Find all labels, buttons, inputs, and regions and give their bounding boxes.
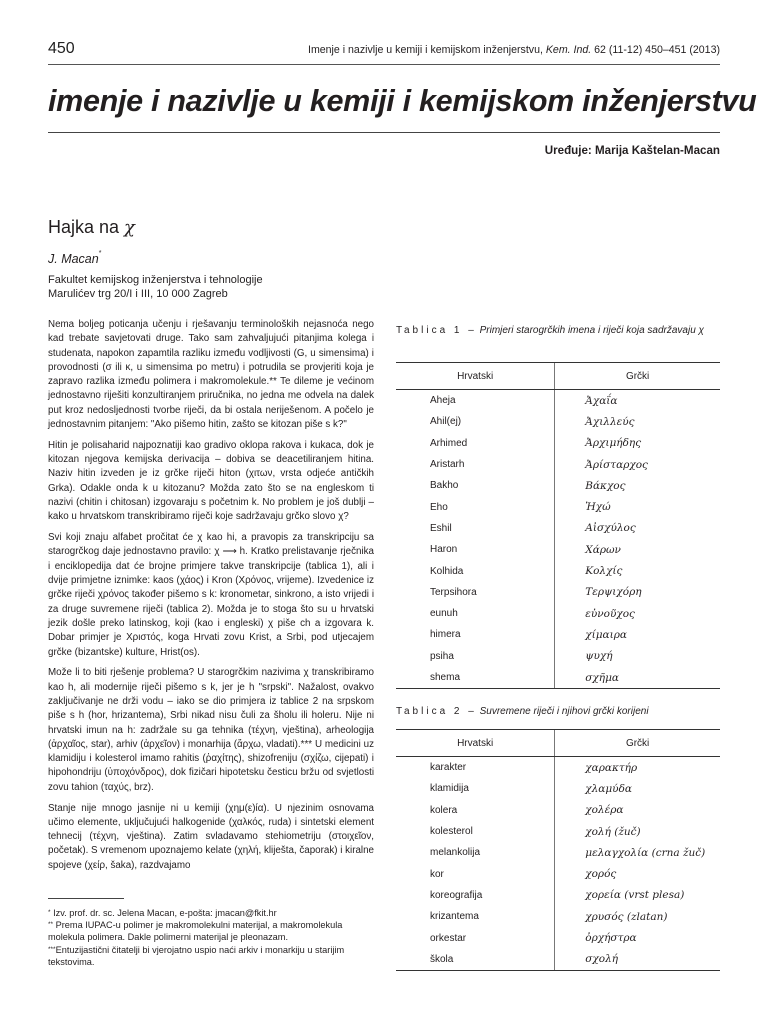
croatian-term: škola — [396, 949, 555, 971]
table-1-header-greek: Grčki — [555, 363, 720, 390]
running-head-text: Imenje i nazivlje u kemiji i kemijskom inženjerstvu, — [308, 44, 546, 56]
croatian-term: Terpsihora — [430, 586, 477, 598]
footnote-mark: * — [48, 909, 51, 916]
paragraph-2: Hitin je polisaharid najpoznatiji kao gradivo oklopa rakova i kukaca, dok je kitozan njegova kemijska derivacija – dobiva se deacetiliranjem hitina. Naziv hitin izveden je iz grčke riječi hiton (χιτων, vrsta odjeće antičkih Grka). Odakle onda k u kitozanu? Možda zato što se na engleskom ti nazivi (chitin i chitosan) izgovaraju s početnim k. No problem je još dublji – kako u hrvatskom transkribiramo riječi koje sadržavaju grčko slovo χ? — [48, 439, 374, 523]
table-row — [396, 667, 720, 689]
table-row — [396, 646, 720, 667]
croatian-term: Aheja — [430, 395, 456, 407]
greek-term: ψυχή — [555, 646, 720, 667]
greek-term: χορός — [555, 863, 720, 884]
section-editor: Uređuje: Marija Kaštelan-Macan — [544, 144, 720, 157]
greek-term: σχῆμα — [555, 667, 720, 689]
article-title-text: Hajka na — [48, 217, 125, 237]
footnote-text: Entuzijastični čitatelji bi vjerojatno uspio naći arkiv i monarkiju u starijim tekstovima. — [48, 944, 345, 967]
table-row — [396, 411, 720, 432]
body-text-column — [48, 318, 374, 879]
greek-term: χίμαιρα — [555, 624, 720, 645]
affiliation-line-1: Fakultet kemijskog inženjerstva i tehnologije — [48, 274, 263, 286]
table-row — [396, 885, 720, 906]
table-1-description: Primjeri starogrčkih imena i riječi koja sadržavaju χ — [479, 325, 705, 336]
paragraph-1: Nema boljeg poticanja učenju i rješavanju terminoloških nejasnoća nego kad trebate savjetovati druge. Tako sam zahvaljujući pitanjima kolega i studenata, napokon zapamtila razliku između vodljivosti (G, u simensima) i provodnosti (σ ili κ, u simensima po metru) i potrudila se provjeriti koja je zapravo razlika između polimera i makromolekule.** Te dileme je većinom jednostavno riješiti konzultiranjem priručnika, no jedna me odvela na dalek put kroz nedosljednosti tvorbe riječi, da bi ostala neriješenom. A počelo je jednostavnim pitanjem: "Ako pišemo hitin, zašto se kitozan piše s k?" — [48, 319, 374, 431]
greek-term: Χάρων — [555, 539, 720, 560]
author-name: J. Macan — [48, 252, 99, 266]
table-row — [396, 800, 720, 821]
table-row — [396, 842, 720, 863]
section-rule — [48, 132, 720, 133]
table-row — [396, 390, 720, 412]
table-row — [396, 454, 720, 475]
croatian-term: Eshil — [430, 522, 452, 534]
table-1-header-croatian: Hrvatski — [396, 363, 555, 390]
croatian-term: orkestar — [430, 932, 467, 944]
table-row — [396, 496, 720, 517]
article-title-chi: χ — [124, 217, 135, 238]
footnote — [48, 919, 374, 943]
table-row — [396, 560, 720, 581]
paragraph-3: Svi koji znaju alfabet pročitat će χ kao hi, a pravopis za transkripciju sa starogrčkog daje jednostavno pravilo: χ ⟶ h. Kratko prelistavanje rječnika i enciklopedija dat će brojne primjere takve transkripcije (tablica 1), ali i dvije primjetne iznimke: kaos (χάος) i Kron (Χρόνος, vrijeme). Izvedenice iz grčke riječi χρόνος također pišemo s k: kronometar, sinkrono, a isto vrijedi i za druge suvremene riječi (tablica 2). Možda je to stoga što su u hrvatski jezik došle preko latinskog, koji (kao i engleski) χ piše ch a izgovara k. Dobar primjer je Χριστός, koga Hrvati zovu Krist, a Srbi, pod utjecajem grčke (bizantske) kulture, Hrist(os). — [48, 532, 374, 658]
table-row — [396, 433, 720, 454]
footnote-rule — [48, 898, 124, 899]
greek-term: Κολχίς — [555, 560, 720, 581]
croatian-term: Aristarh — [430, 459, 465, 471]
paragraph-4: Može li to biti rješenje problema? U starogrčkim nazivima χ transkribiramo kao h, ali modernije riječi pišemo s k, jer je h "srpski". Nažalost, ovakvo zaključivanje ne drži vodu – iako se dio primjera iz tablice 2 na srpskom piše s h (hor, hrizantema), Srbi nikad nisu čuli za šholu ili holeru. Nije ni hrvatski imun na h: zadržale su ga tehnika (τέχνη, vještina), arheologija (ἀρχαῖος, star), arhiv (ἀρχεῖον) i monarhija (ἄρχω, vladati).*** U medicini uz klamidiju i kolesterol imamo rahitis (ῥαχίτης), shizofreniju (σχίζω, cijepati) i hipohondriju (ὑποχόνδρος), dok fizičari hipotetsku česticu bržu od svjetlosti zovu tahion (ταχύς, brz). — [48, 667, 374, 793]
table-row — [396, 624, 720, 645]
table-row — [396, 821, 720, 842]
footnote — [48, 944, 374, 968]
greek-term: χλαμύδα — [555, 778, 720, 799]
author — [48, 252, 101, 266]
table-2-label: Tablica 2 – — [396, 706, 477, 717]
greek-term: Αἰσχύλος — [555, 518, 720, 539]
croatian-term: kolesterol — [430, 826, 473, 838]
table-2-caption — [396, 705, 720, 718]
croatian-term: psiha — [430, 650, 454, 662]
croatian-term: shema — [396, 667, 555, 689]
greek-term: χολέρα — [555, 800, 720, 821]
table-2-header-croatian: Hrvatski — [396, 730, 555, 757]
greek-term: Ἀρχιμήδης — [555, 433, 720, 454]
greek-term: Ἀχαΐα — [555, 390, 720, 412]
greek-term: εὐνοῦχος — [555, 603, 720, 624]
greek-term: χρυσός (zlatan) — [555, 906, 720, 927]
running-head-journal: Kem. Ind. — [545, 44, 592, 56]
croatian-term: himera — [430, 629, 461, 641]
running-head-issue: 62 (11-12) 450–451 (2013) — [591, 44, 720, 56]
greek-term: Βάκχος — [555, 475, 720, 496]
greek-term: Τερψιχόρη — [555, 582, 720, 603]
table-row — [396, 778, 720, 799]
table-2 — [396, 729, 720, 971]
table-row — [396, 582, 720, 603]
page-number: 450 — [48, 40, 75, 57]
croatian-term: krizantema — [430, 911, 479, 923]
greek-term: Ἀρίσταρχος — [555, 454, 720, 475]
greek-term: Ἀχιλλεύς — [555, 411, 720, 432]
croatian-term: kolera — [430, 804, 458, 816]
paragraph-5: Stanje nije mnogo jasnije ni u kemiji (χημ(ε)ία). U njezinim osnovama učimo elemente, uključujući halkogenide (χαλκός, ruda) i sintetski element tehnecij (τέχνη, vještina). Zatim svladavamo stehiometriju (στοιχεῖον, početak). S vremenom upoznajemo kelate (χηλή, kliješta, čaporak) i kiralne spojeve (χείρ, šaka), razdvajamo — [48, 802, 374, 871]
greek-term: σχολή — [555, 949, 720, 971]
footnote-mark: ** — [48, 921, 54, 929]
table-row — [396, 539, 720, 560]
table-1-label: Tablica 1 – — [396, 325, 477, 336]
greek-term: ὀρχήστρα — [555, 927, 720, 948]
croatian-term: Arhimed — [430, 437, 468, 449]
croatian-term: karakter — [430, 762, 467, 774]
greek-term: χολή (žuč) — [555, 821, 720, 842]
footnote-text: Izv. prof. dr. sc. Jelena Macan, e-pošta: jmacan@fkit.hr — [50, 908, 277, 918]
greek-term: Ἠχώ — [555, 496, 720, 517]
article-title — [48, 217, 135, 238]
table-1 — [396, 362, 720, 689]
affiliation-line-2: Marulićev trg 20/I i III, 10 000 Zagreb — [48, 288, 228, 300]
croatian-term: Ahil(ej) — [430, 416, 462, 428]
croatian-term: Bakho — [430, 480, 459, 492]
croatian-term: Kolhida — [430, 565, 464, 577]
table-row — [396, 906, 720, 927]
table-row — [396, 757, 720, 779]
table-row — [396, 518, 720, 539]
table-row — [396, 949, 720, 971]
croatian-term: kor — [430, 868, 444, 880]
footnotes — [48, 907, 374, 968]
croatian-term: koreografija — [430, 889, 483, 901]
greek-term: χαρακτήρ — [555, 757, 720, 779]
table-row — [396, 475, 720, 496]
footnote-text: Prema IUPAC-u polimer je makromolekulni materijal, a makromolekula molekula polimera. Dakle polimerni materijal je pleonazam. — [48, 920, 343, 943]
table-1-caption — [396, 324, 720, 337]
croatian-term: melankolija — [430, 847, 481, 859]
table-row — [396, 603, 720, 624]
running-head — [308, 44, 720, 56]
croatian-term: klamidija — [430, 783, 469, 795]
section-title: imenje i nazivlje u kemiji i kemijskom inženjerstvu — [48, 84, 757, 118]
table-row — [396, 863, 720, 884]
table-2-description: Suvremene riječi i njihovi grčki korijeni — [479, 706, 649, 717]
footnote-mark: *** — [48, 945, 56, 953]
croatian-term: eunuh — [430, 608, 458, 620]
croatian-term: Eho — [430, 501, 448, 513]
greek-term: χορεία (vrst plesa) — [555, 885, 720, 906]
croatian-term: Haron — [430, 544, 458, 556]
footnote — [48, 907, 374, 919]
header-rule — [48, 64, 720, 65]
table-row — [396, 927, 720, 948]
table-2-header-greek: Grčki — [555, 730, 720, 757]
author-footnote-mark: * — [98, 250, 102, 257]
greek-term: μελαγχολία (crna žuč) — [555, 842, 720, 863]
